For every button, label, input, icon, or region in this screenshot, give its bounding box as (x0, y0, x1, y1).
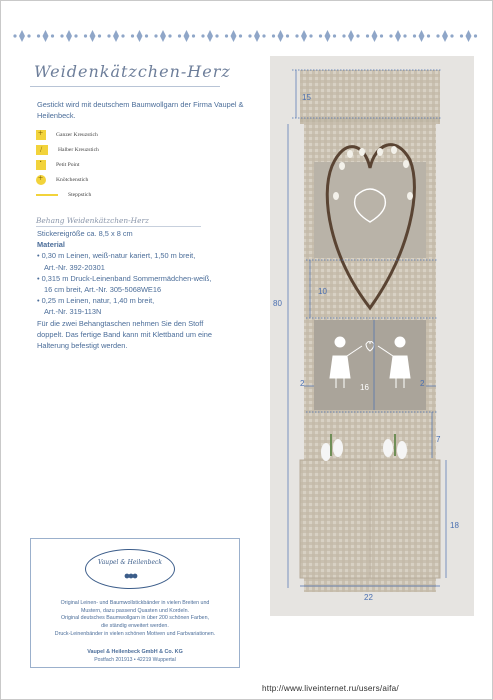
petit-point-icon (36, 160, 46, 170)
ad-line: Original deutsches Baumwollgarn in über 200 schönen Farben, (60, 615, 210, 622)
material-item-line: • 0,30 m Leinen, weiß-natur kariert, 1,50 m breit, (37, 251, 196, 261)
dim-top: 15 (302, 93, 311, 102)
material-item-line: • 0,315 m Druck-Leinenband Sommermädchen-weiß, (37, 273, 212, 283)
ornament-dot (107, 34, 110, 37)
legend-label: Ganzer Kreuzstich (56, 131, 98, 138)
dim-side-2: 2 (420, 379, 425, 388)
ornament-dot (168, 34, 171, 37)
linen-panel-heart (314, 162, 426, 258)
ornament-diamond (19, 30, 25, 42)
ornament-diamond (395, 30, 401, 42)
ornament-dot (413, 34, 416, 37)
dim-band: 16 (360, 383, 369, 392)
wall-hanging-photo (270, 56, 474, 616)
ornament-dot (342, 34, 345, 37)
ornament-dot (74, 34, 77, 37)
source-watermark: http://www.liveinternet.ru/users/aifa/ (262, 684, 399, 693)
ad-line: Mustern, dazu passend Quasten und Kordeln. (80, 607, 190, 614)
legend-item (36, 127, 236, 142)
dim-pocket: 18 (450, 521, 459, 530)
ornament-header (10, 28, 482, 44)
ornament-dot (178, 34, 181, 37)
section-body (37, 228, 267, 351)
ornament-dot (436, 34, 439, 37)
legend-label: Petit Point (56, 161, 80, 168)
dim-pocket-top: 7 (436, 435, 441, 444)
ornament-diamond (90, 30, 96, 42)
brand-logo-text: Vaupel & Heilenbeck (97, 559, 163, 566)
ornament-dot (309, 34, 312, 37)
ornament-diamond (137, 30, 143, 42)
ornament-dot (84, 34, 87, 37)
ornament-dot (262, 34, 265, 37)
legend-label: Halber Kreuzstich (58, 146, 99, 153)
ornament-diamond (113, 30, 119, 42)
ornament-dot (333, 34, 336, 37)
ornament-dot (51, 34, 54, 37)
intro-text: Gestickt wird mit deutschem Baumwollgarn der Firma Vaupel & Heilenbeck. (37, 100, 244, 120)
ornament-diamond (466, 30, 472, 42)
ornament-diamond (254, 30, 260, 42)
material-heading: Material (37, 240, 65, 250)
ornament-dot (286, 34, 289, 37)
ornament-diamond (231, 30, 237, 42)
ornament-diamond (160, 30, 166, 42)
ornament-dot (145, 34, 148, 37)
ornament-dot (403, 34, 406, 37)
print-band-panel (314, 320, 426, 410)
instructions-line: Für die zwei Behangtaschen nehmen Sie den Stoff (37, 318, 204, 328)
ornament-dot (427, 34, 430, 37)
ornament-dot (474, 34, 477, 37)
ornament-dot (201, 34, 204, 37)
ornament-dot (389, 34, 392, 37)
ornament-diamond (301, 30, 307, 42)
ornament-dot (248, 34, 251, 37)
ornament-dot (27, 34, 30, 37)
ornament-dot (154, 34, 157, 37)
ornament-dot (60, 34, 63, 37)
page-title: Weidenkätzchen-Herz (34, 62, 231, 81)
ornament-dot (98, 34, 101, 37)
stitch-legend (36, 127, 236, 202)
ornament-dot (239, 34, 242, 37)
dim-gap: 10 (318, 287, 327, 296)
ornament-diamond (442, 30, 448, 42)
dim-side: 2 (300, 379, 305, 388)
material-item-line: Art.-Nr. 392-20301 (44, 262, 105, 272)
ad-line: Druck-Leinenbänder in vielen schönen Motiven und Farbvariationen. (54, 630, 216, 637)
ornament-dot (272, 34, 275, 37)
brand-logo (85, 549, 175, 589)
ornament-diamond (325, 30, 331, 42)
ornament-dot (450, 34, 453, 37)
hanging-top-flap (300, 70, 440, 124)
ornament-diamond (419, 30, 425, 42)
ornament-dot (225, 34, 228, 37)
ornament-dot (37, 34, 40, 37)
legend-item (36, 172, 236, 187)
ornament-diamond (348, 30, 354, 42)
legend-item (36, 157, 236, 172)
ornament-dot (192, 34, 195, 37)
ornament-dot (366, 34, 369, 37)
legend-label: Knötchenstich (56, 176, 89, 183)
legend-item (36, 142, 236, 157)
material-item-line: Art.-Nr. 319-113N (44, 307, 102, 317)
ad-line: Original Leinen- und Baumwollstickbänder in vielen Breiten und (60, 600, 210, 606)
ornament-diamond (278, 30, 284, 42)
ad-address: Postfach 201913 • 42219 Wuppertal (94, 657, 176, 663)
ad-line: die ständig erweitert werden. (101, 623, 169, 630)
legend-item (36, 187, 236, 202)
ornament-dot (295, 34, 298, 37)
dim-width: 22 (364, 593, 373, 602)
dim-total: 80 (273, 299, 282, 308)
instructions-line: doppelt. Das fertige Band kann mit Klettband um eine (37, 329, 213, 339)
material-item-line: • 0,25 m Leinen, natur, 1,40 m breit, (37, 296, 155, 306)
legend-label: Steppstich (68, 191, 92, 198)
stem-stitch-icon (36, 194, 58, 196)
ornament-dot (215, 34, 218, 37)
material-item-line: 16 cm breit, Art.-Nr. 305-5068WE16 (44, 285, 162, 295)
ornament-diamond (372, 30, 378, 42)
french-knot-icon (36, 175, 46, 185)
flower-icon (124, 573, 138, 579)
full-cross-stitch-icon (36, 130, 46, 140)
instructions-line: Halterung befestigt werden. (37, 341, 128, 351)
ornament-dot (13, 34, 16, 37)
ornament-dot (380, 34, 383, 37)
ornament-dot (319, 34, 322, 37)
ornament-diamond (43, 30, 49, 42)
ornament-dot (460, 34, 463, 37)
section-title: Behang Weidenkätzchen-Herz (36, 216, 149, 225)
ad-description (31, 600, 239, 639)
ornament-dot (356, 34, 359, 37)
title-divider (30, 86, 220, 87)
ornament-diamond (184, 30, 190, 42)
section-divider (36, 226, 201, 227)
half-cross-stitch-icon (36, 145, 48, 155)
ornament-diamond (66, 30, 72, 42)
ornament-dot (121, 34, 124, 37)
embroidery-size: Stickereigröße ca. 8,5 x 8 cm (37, 229, 133, 238)
supplier-ad-box (30, 538, 240, 668)
ornament-dot (131, 34, 134, 37)
ornament-diamond (207, 30, 213, 42)
ad-company: Vaupel & Heilenbeck GmbH & Co. KG (87, 649, 183, 655)
